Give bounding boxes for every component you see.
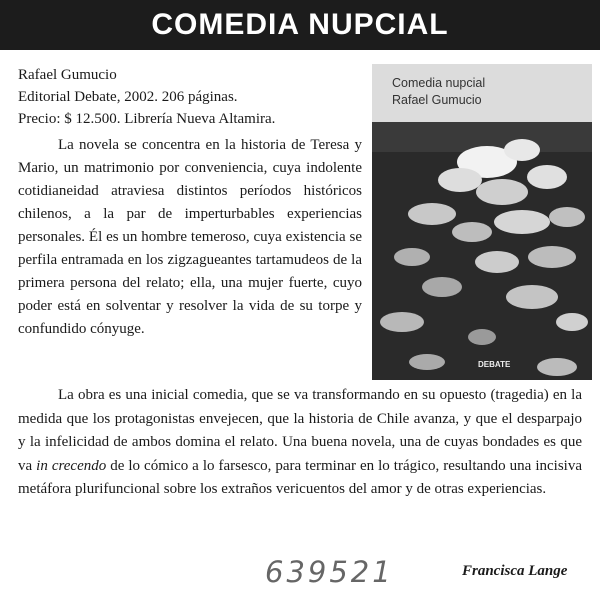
book-cover-image <box>372 64 592 380</box>
book-info <box>18 64 363 130</box>
book-price: Precio: $ 12.500. Librería Nueva Altamira. <box>18 111 276 127</box>
review-paragraph-2-end: de lo cómico a lo farsesco, para terminar en lo trágico, resultando una incisiva metáfora plurifuncional sobre los extraños vericuentos del amor y de otras experiencias. <box>18 457 582 497</box>
handwritten-number: 639521 <box>265 555 394 589</box>
review-paragraph-2-start: La obra es una inicial comedia, que se va transformando en su opuesto (tragedia) en la medida que los protagonistas envejecen, que la historia de Chile avanza, y que el desparpajo y la infelicidad de ambos domina el relato. Una buena novela, una de cuyas bondades es que va <box>18 387 582 474</box>
review-paragraph-2 <box>18 384 582 502</box>
article-title: COMEDIA NUPCIAL <box>151 8 449 41</box>
review-paragraph-1: La novela se concentra en la historia de Teresa y Mario, un matrimonio por conveniencia, cuya indolente cotidianeidad atraviesa distintos períodos históricos chilenos, a la par de imperturbables experiencias personales. Él es un hombre temeroso, cuya existencia se perfila entramada en los zigzagueantes tartamudeos de la primera persona del relato; ella, una mujer fuerte, cuyo poder está en solventar y resolver la vida de su torpe y confundido cónyuge. <box>18 137 362 337</box>
cover-publisher-logo: DEBATE <box>478 360 511 369</box>
title-banner <box>0 0 600 50</box>
reviewer-signature: Francisca Lange <box>462 563 568 579</box>
cover-photo <box>372 122 592 380</box>
review-italic-phrase: in crecendo <box>36 457 107 474</box>
book-publication: Editorial Debate, 2002. 206 páginas. <box>18 89 238 105</box>
cover-author: Rafael Gumucio <box>392 93 482 107</box>
cover-title: Comedia nupcial <box>392 76 486 90</box>
book-author: Rafael Gumucio <box>18 67 117 83</box>
